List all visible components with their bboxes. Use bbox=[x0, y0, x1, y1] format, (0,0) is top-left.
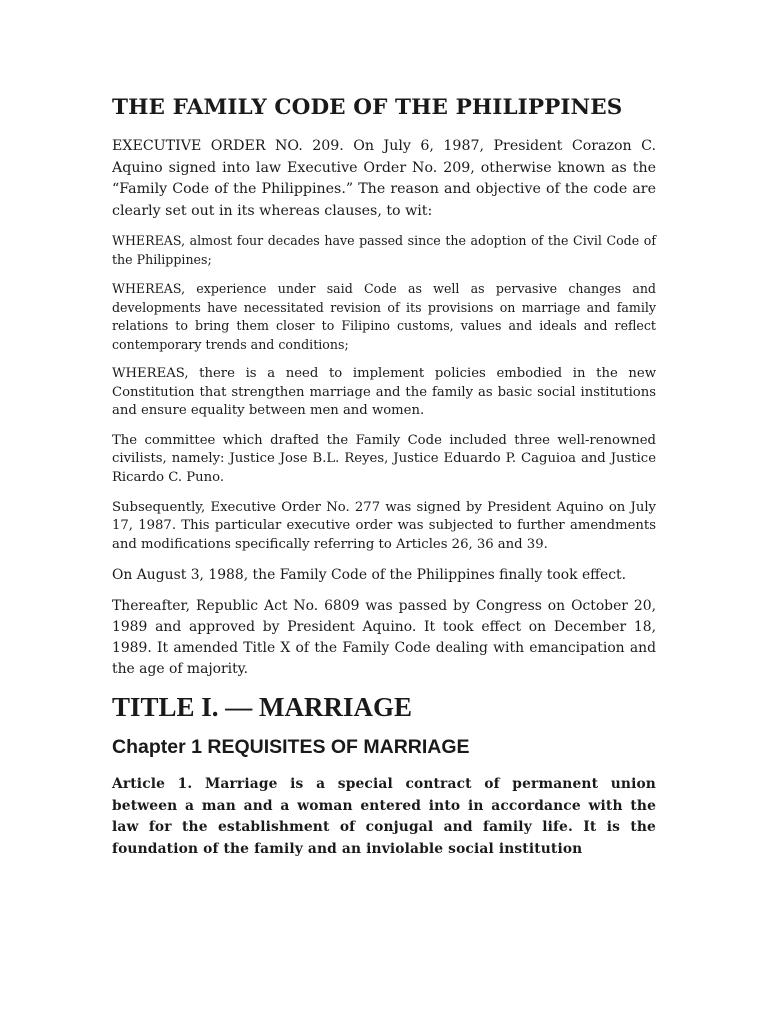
article-1: Article 1. Marriage is a special contract of permanent union between a man and a woman entered into in accordance with the law for the establishment of conjugal and family life. It is the foundation of the family and an inviolable social institution bbox=[112, 776, 656, 857]
document-page bbox=[112, 92, 656, 860]
paragraph-whereas-2: WHEREAS, experience under said Code as well as pervasive changes and developments have necessitated revision of its provisions on marriage and family relations to bring them closer to Filipino customs, values and ideals and reflect contemporary trends and conditions; bbox=[112, 281, 656, 352]
document-title: THE FAMILY CODE OF THE PHILIPPINES bbox=[112, 95, 623, 120]
paragraph-whereas-3: WHEREAS, there is a need to implement policies embodied in the new Constitution that strengthen marriage and the family as basic social institutions and ensure equality between men and women. bbox=[112, 366, 656, 419]
paragraph-eo-277: Subsequently, Executive Order No. 277 was signed by President Aquino on July 17, 1987. This particular executive order was subjected to further amendments and modifications specifically referring to Articles 26, 36 and 39. bbox=[112, 499, 656, 552]
paragraph-executive-order: EXECUTIVE ORDER NO. 209. On July 6, 1987, President Corazon C. Aquino signed into law Executive Order No. 209, otherwise known as the “Family Code of the Philippines.” The reason and objective of the code are clearly set out in its whereas clauses, to wit: bbox=[112, 138, 656, 219]
chapter-heading: Chapter 1 REQUISITES OF MARRIAGE bbox=[112, 736, 470, 759]
paragraph-ra-6809: Thereafter, Republic Act No. 6809 was passed by Congress on October 20, 1989 and approved by President Aquino. It took effect on December 18, 1989. It amended Title X of the Family Code dealing with emancipation and the age of majority. bbox=[112, 598, 656, 678]
paragraph-effectivity: On August 3, 1988, the Family Code of the Philippines finally took effect. bbox=[112, 567, 627, 584]
title-heading: TITLE I. — MARRIAGE bbox=[112, 692, 413, 723]
paragraph-whereas-1: WHEREAS, almost four decades have passed since the adoption of the Civil Code of the Philippines; bbox=[112, 233, 656, 267]
paragraph-committee: The committee which drafted the Family Code included three well-renowned civilists, namely: Justice Jose B.L. Reyes, Justice Eduardo P. Caguioa and Justice Ricardo C. Puno. bbox=[112, 432, 656, 485]
